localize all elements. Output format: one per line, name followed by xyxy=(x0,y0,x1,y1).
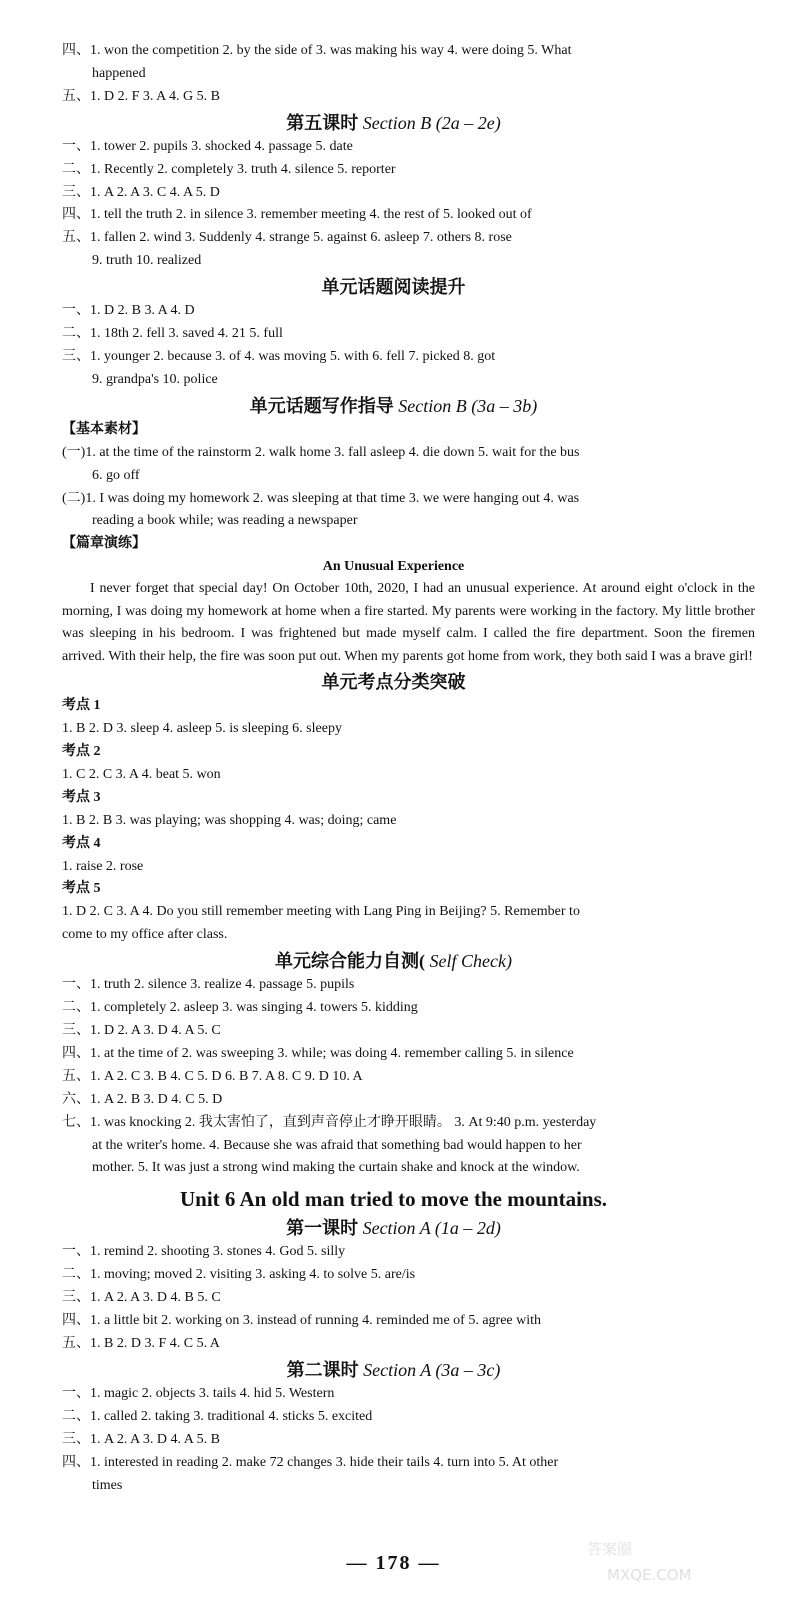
answer-line: 一、1. magic 2. objects 3. tails 4. hid 5. Western xyxy=(62,1385,335,1401)
answer-line: 1. raise 2. rose xyxy=(62,858,144,874)
section-heading-title: 单元综合能力自测( xyxy=(275,951,426,972)
answer-line: 五、1. D 2. F 3. A 4. G 5. B xyxy=(62,88,220,104)
section-heading-title: 第二课时 xyxy=(286,1359,359,1380)
section-heading-range: Section A (1a – 2d) xyxy=(362,1218,501,1239)
section-heading xyxy=(0,394,787,418)
answer-line: 一、1. remind 2. shooting 3. stones 4. God 5. silly xyxy=(62,1244,346,1260)
essay-paragraph: I never forget that special day! On October 10th, 2020, I had an unusual experience. At around eight o'clock in the morning, I was doing my homework at home when a fire started. My parents were working in the factory. My little brother was sleeping in his bedroom. I was frightened but made myself calm. I called the fire department. Soon the firemen arrived. With their help, the fire was soon put out. When my parents got home from work, they both said I was a brave girl! xyxy=(62,581,755,664)
answer-line: 三、1. A 2. A 3. D 4. B 5. C xyxy=(62,1290,221,1306)
essay-title: An Unusual Experience xyxy=(322,559,465,575)
section-heading-title: 第五课时 xyxy=(286,112,359,133)
sub-heading: 【篇章演练】 xyxy=(62,536,146,552)
section-heading-range: Section B (2a – 2e) xyxy=(362,112,501,133)
section-heading xyxy=(0,1358,787,1382)
sub-heading: 考点 5 xyxy=(62,881,101,897)
sub-heading: 考点 3 xyxy=(62,789,101,805)
page-number: — 178 — xyxy=(346,1552,441,1574)
answer-line: 1. C 2. C 3. A 4. beat 5. won xyxy=(62,766,221,782)
answer-line: reading a book while; was reading a newspaper xyxy=(92,513,358,529)
answer-line: 一、1. tower 2. pupils 3. shocked 4. passage 5. date xyxy=(62,138,353,154)
answer-line: 五、1. B 2. D 3. F 4. C 5. A xyxy=(62,1335,220,1351)
answer-line: times xyxy=(92,1477,123,1493)
section-heading xyxy=(0,1216,787,1240)
answer-line: 五、1. A 2. C 3. B 4. C 5. D 6. B 7. A 8. C 9. D 10. A xyxy=(62,1068,363,1084)
answer-line: mother. 5. It was just a strong wind making the curtain shake and knock at the window. xyxy=(92,1160,580,1176)
watermark-cn: 答案圈 xyxy=(587,1540,633,1558)
section-heading-title: 单元考点分类突破 xyxy=(321,672,466,693)
answer-line: 二、1. moving; moved 2. visiting 3. asking 4. to solve 5. are/is xyxy=(62,1267,416,1283)
answer-line: 6. go off xyxy=(92,467,140,483)
answer-line: 四、1. a little bit 2. working on 3. instead of running 4. reminded me of 5. agree with xyxy=(62,1313,542,1329)
answer-line: 三、1. A 2. A 3. C 4. A 5. D xyxy=(62,184,220,200)
section-heading-title: 单元话题写作指导 xyxy=(249,395,394,416)
unit-title: Unit 6 An old man tried to move the mountains. xyxy=(179,1187,608,1212)
answer-line: happened xyxy=(92,65,146,81)
answer-line: 五、1. fallen 2. wind 3. Suddenly 4. strange 5. against 6. asleep 7. others 8. rose xyxy=(62,230,512,246)
answer-line: 四、1. interested in reading 2. make 72 changes 3. hide their tails 4. turn into 5. At other xyxy=(62,1454,559,1470)
answer-line: come to my office after class. xyxy=(62,927,228,943)
section-heading-title: 单元话题阅读提升 xyxy=(321,277,466,298)
answer-line: 二、1. completely 2. asleep 3. was singing 4. towers 5. kidding xyxy=(62,1000,418,1016)
section-heading xyxy=(0,670,787,694)
watermark-logo xyxy=(567,1520,767,1590)
section-heading-range: Self Check) xyxy=(429,951,512,972)
answer-line: 四、1. at the time of 2. was sweeping 3. while; was doing 4. remember calling 5. in silence xyxy=(62,1045,574,1061)
answer-line: 三、1. A 2. A 3. D 4. A 5. B xyxy=(62,1431,220,1447)
section-heading xyxy=(0,275,787,299)
answer-document xyxy=(0,40,787,1497)
section-heading-range: Section B (3a – 3b) xyxy=(398,395,538,416)
answer-line: 1. B 2. B 3. was playing; was shopping 4. was; doing; came xyxy=(62,812,397,828)
answer-line: 一、1. D 2. B 3. A 4. D xyxy=(62,303,195,319)
section-heading-range: Section A (3a – 3c) xyxy=(363,1359,501,1380)
answer-line: 三、1. D 2. A 3. D 4. A 5. C xyxy=(62,1023,221,1038)
watermark-url: MXQE.COM xyxy=(607,1566,692,1584)
answer-line: at the writer's home. 4. Because she was afraid that something bad would happen to her xyxy=(92,1137,582,1153)
answer-line: (一)1. at the time of the rainstorm 2. walk home 3. fall asleep 4. die down 5. wait for the bus xyxy=(62,444,580,460)
answer-line: 1. B 2. D 3. sleep 4. asleep 5. is sleeping 6. sleepy xyxy=(62,721,342,737)
answer-line: 9. grandpa's 10. police xyxy=(92,371,218,387)
section-heading xyxy=(0,111,787,135)
answer-line: 六、1. A 2. B 3. D 4. C 5. D xyxy=(62,1091,223,1107)
section-heading-title: 第一课时 xyxy=(286,1218,359,1239)
section-heading xyxy=(0,949,787,973)
sub-heading: 考点 1 xyxy=(62,698,101,714)
sub-heading: 考点 4 xyxy=(62,835,101,851)
answer-line: 二、1. Recently 2. completely 3. truth 4. silence 5. reporter xyxy=(62,161,396,177)
answer-line: 七、1. was knocking 2. 我太害怕了，直到声音停止才睁开眼睛。 3. At 9:40 p.m. yesterday xyxy=(62,1114,597,1130)
sub-heading: 考点 2 xyxy=(62,744,101,760)
answer-line: 二、1. called 2. taking 3. traditional 4. sticks 5. excited xyxy=(62,1408,373,1424)
answer-line: 四、1. tell the truth 2. in silence 3. remember meeting 4. the rest of 5. looked out of xyxy=(62,207,532,223)
answer-line: 三、1. younger 2. because 3. of 4. was moving 5. with 6. fell 7. picked 8. got xyxy=(62,348,496,364)
answer-line: 9. truth 10. realized xyxy=(92,253,202,269)
answer-line: 1. D 2. C 3. A 4. Do you still remember meeting with Lang Ping in Beijing? 5. Remember to xyxy=(62,904,580,920)
answer-line: 一、1. truth 2. silence 3. realize 4. passage 5. pupils xyxy=(62,977,355,993)
answer-line: 二、1. 18th 2. fell 3. saved 4. 21 5. full xyxy=(62,326,283,342)
answer-line: (二)1. I was doing my homework 2. was sleeping at that time 3. we were hanging out 4. was xyxy=(62,490,580,506)
sub-heading: 【基本素材】 xyxy=(62,421,146,437)
answer-line: 四、1. won the competition 2. by the side of 3. was making his way 4. were doing 5. What xyxy=(62,43,572,58)
